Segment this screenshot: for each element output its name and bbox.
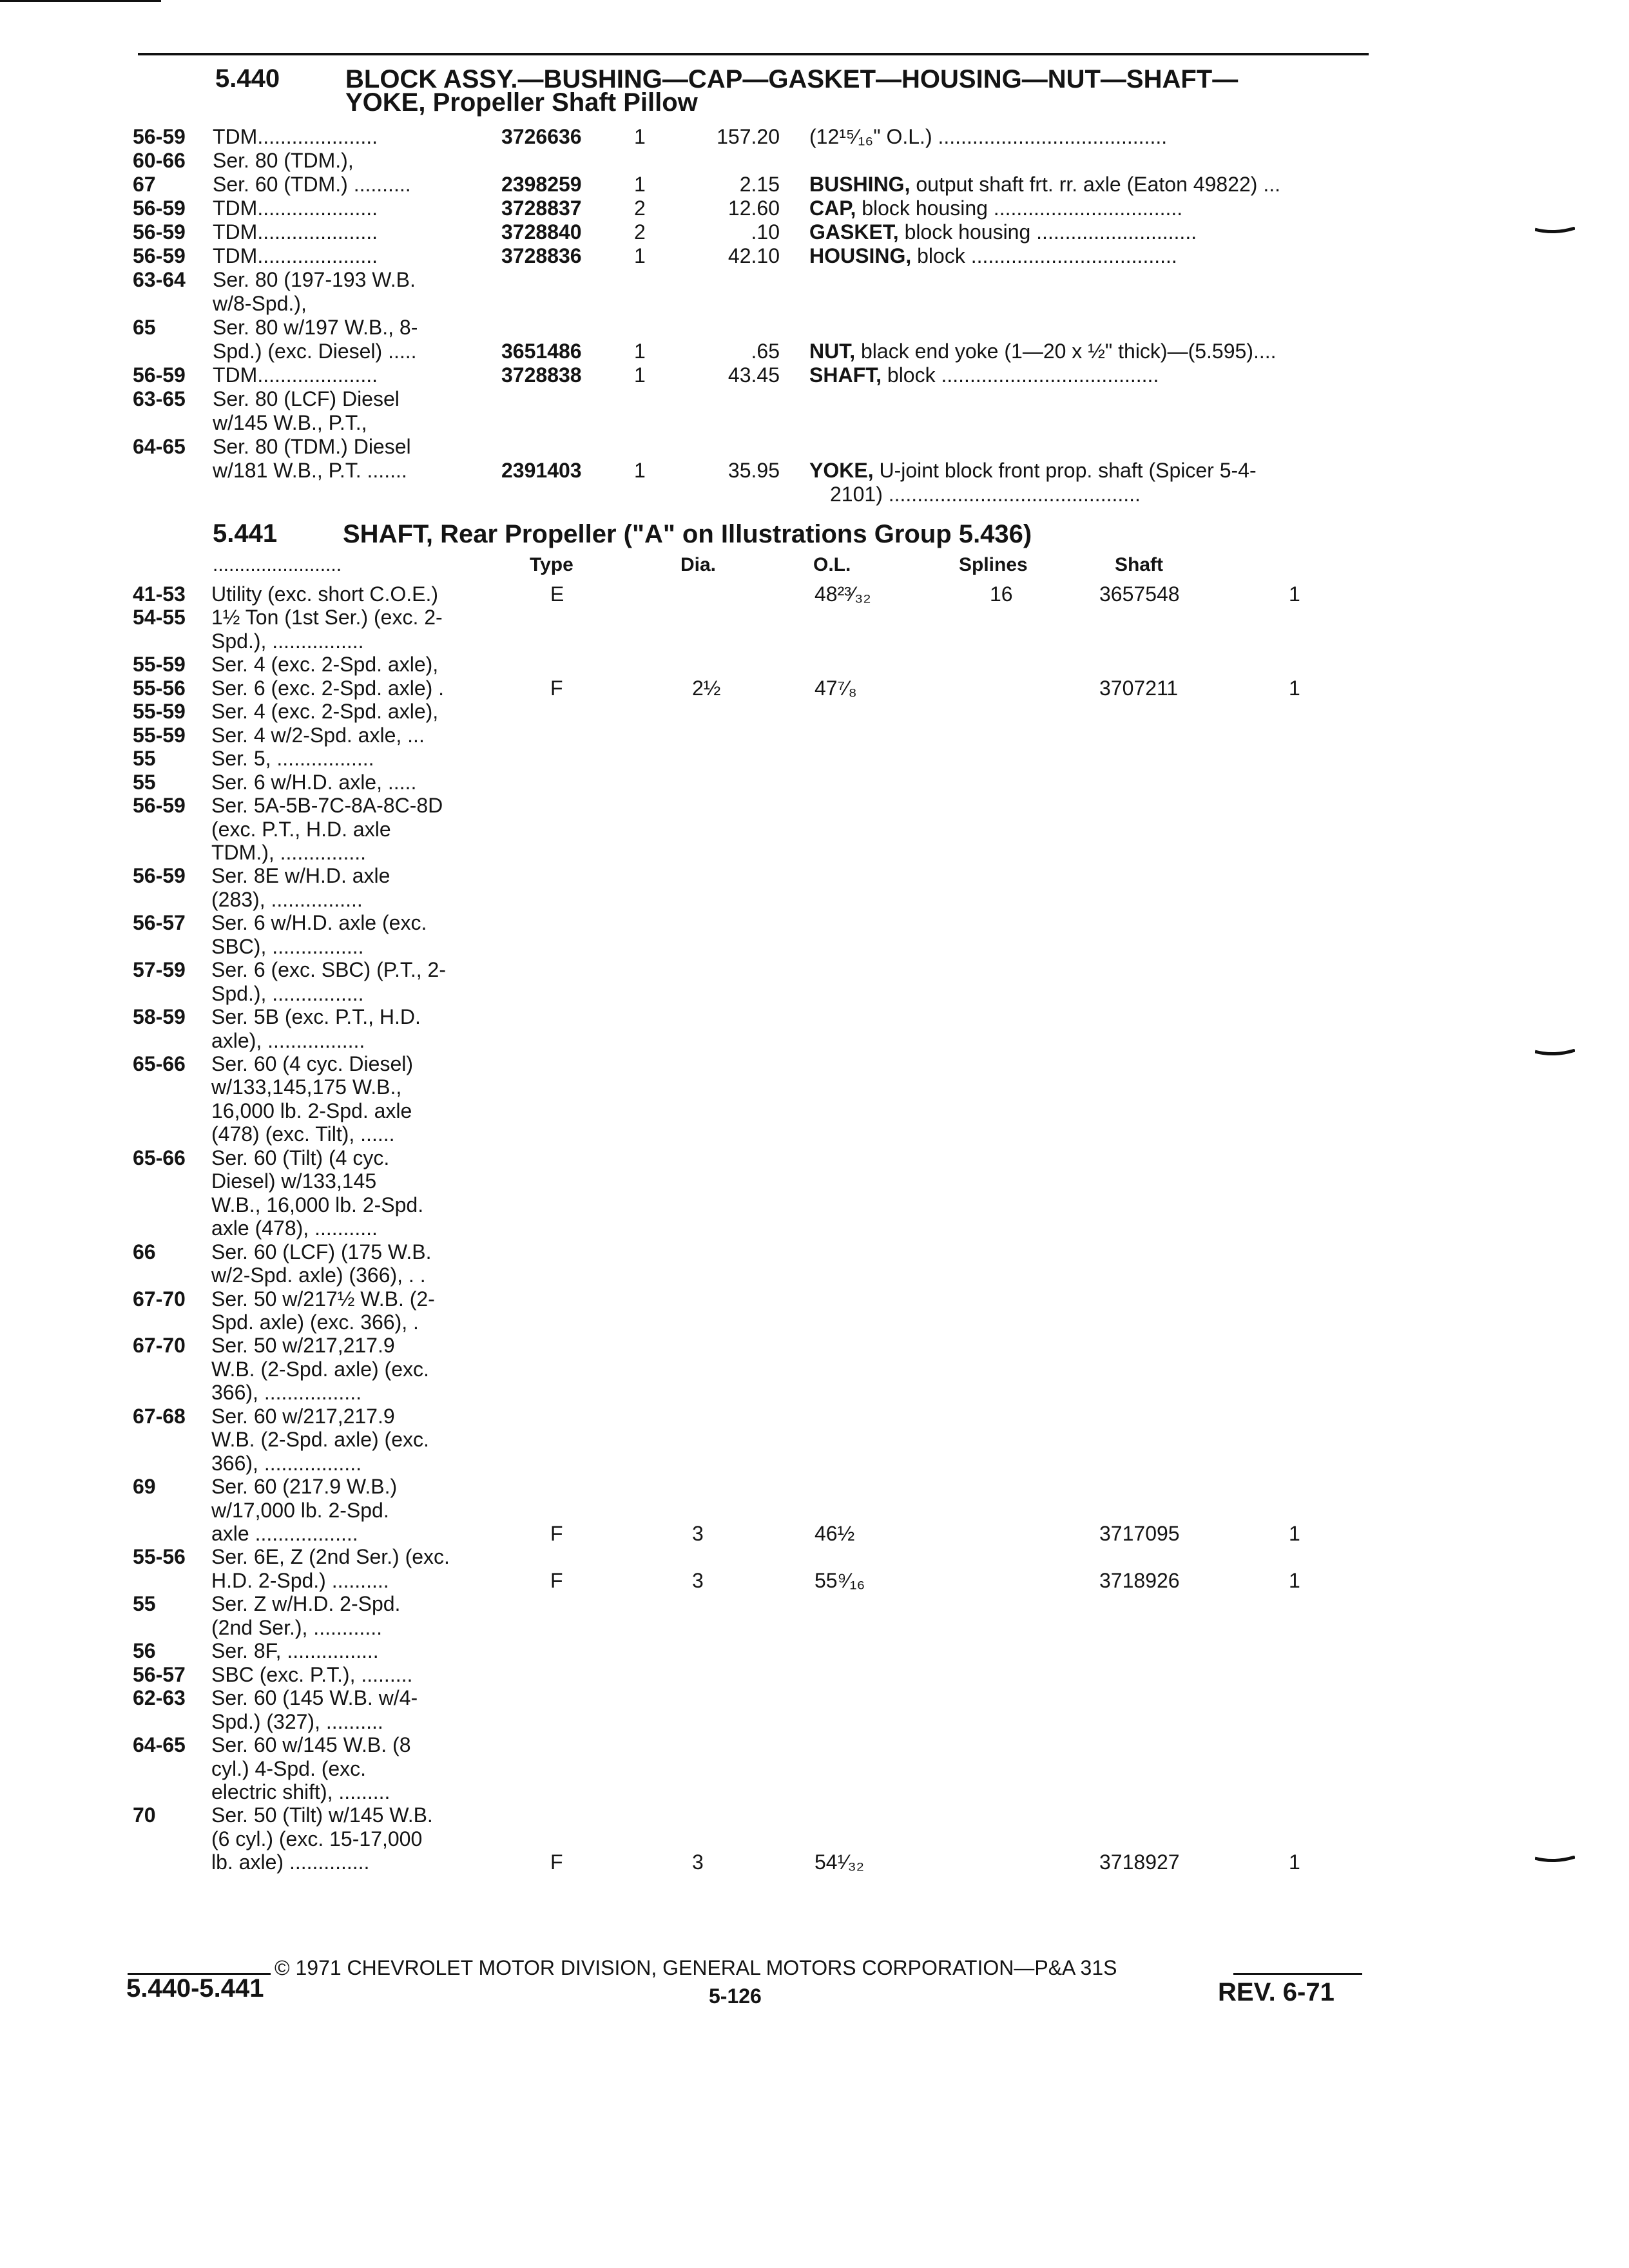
table-row xyxy=(0,1193,1629,1216)
table-row xyxy=(0,1029,1629,1052)
table-row xyxy=(0,677,1629,700)
item-text: U-joint block front prop. shaft (Spicer 5-4- xyxy=(873,459,1257,482)
item-name: BUSHING, xyxy=(809,173,911,196)
row-years: 41-53 xyxy=(133,582,186,606)
row-item-description xyxy=(809,363,1159,387)
table-row xyxy=(0,1452,1629,1475)
row-quantity: 2 xyxy=(634,197,646,220)
row-description: Ser. 8E w/H.D. axle xyxy=(211,864,390,887)
row-item-description xyxy=(809,459,1257,482)
section-title-line2: YOKE, Propeller Shaft Pillow xyxy=(345,88,698,117)
row-description: Ser. 60 (4 cyc. Diesel) xyxy=(211,1052,413,1075)
row-quantity: 1 xyxy=(634,363,646,387)
row-type: F xyxy=(550,1850,563,1874)
row-description: w/133,145,175 W.B., xyxy=(211,1075,402,1099)
row-description: Ser. Z w/H.D. 2-Spd. xyxy=(211,1592,401,1615)
item-text: black end yoke (1—20 x ½" thick)—(5.595).... xyxy=(855,340,1277,363)
table-row xyxy=(0,1686,1629,1709)
row-shaft-part: 3707211 xyxy=(1099,677,1179,700)
row-description: 366), ................. xyxy=(211,1452,361,1475)
table-row xyxy=(0,435,1629,458)
row-description: axle), ................. xyxy=(211,1029,365,1052)
row-description: Ser. 6 w/H.D. axle, ..... xyxy=(211,771,417,794)
header-rule xyxy=(138,53,1369,55)
table-row xyxy=(0,771,1629,794)
table-row xyxy=(0,794,1629,817)
table-row xyxy=(0,1075,1629,1099)
row-description: Utility (exc. short C.O.E.) xyxy=(211,582,439,606)
table-row xyxy=(0,1475,1629,1498)
item-name: HOUSING, xyxy=(809,244,912,267)
row-description: TDM..................... xyxy=(213,244,378,267)
margin-mark xyxy=(1535,1856,1575,1863)
item-name: GASKET, xyxy=(809,220,899,244)
row-description: Ser. 4 (exc. 2-Spd. axle), xyxy=(211,653,439,676)
row-description: lb. axle) .............. xyxy=(211,1850,370,1874)
row-years: 55-59 xyxy=(133,724,186,747)
row-description: Ser. 80 (TDM.) Diesel xyxy=(213,435,411,458)
row-description: cyl.) 4-Spd. (exc. xyxy=(211,1757,367,1780)
table-row xyxy=(0,387,1629,410)
row-description: Ser. 80 (LCF) Diesel xyxy=(213,387,400,410)
row-description: Ser. 60 (TDM.) .......... xyxy=(213,173,411,196)
table-row xyxy=(0,1827,1629,1850)
row-description: Ser. 6 (exc. 2-Spd. axle) . xyxy=(211,677,445,700)
table-row xyxy=(0,459,1629,482)
row-description: Diesel) w/133,145 xyxy=(211,1169,377,1193)
row-description: electric shift), ......... xyxy=(211,1780,390,1803)
footer-rule-right xyxy=(1233,1973,1362,1975)
row-years: 65-66 xyxy=(133,1146,186,1169)
row-price: 12.60 xyxy=(728,197,780,220)
row-years: 67 xyxy=(133,173,156,196)
table-row xyxy=(0,340,1629,363)
row-description: (283), ................ xyxy=(211,888,363,911)
row-description: 1½ Ton (1st Ser.) (exc. 2- xyxy=(211,606,443,629)
column-header-shaft: Shaft xyxy=(1115,554,1163,575)
row-description: W.B., 16,000 lb. 2-Spd. xyxy=(211,1193,424,1216)
row-years: 55-59 xyxy=(133,700,186,723)
table-row xyxy=(0,1616,1629,1639)
row-description: SBC), ................ xyxy=(211,935,364,958)
row-part-number: 2398259 xyxy=(501,173,582,196)
table-row xyxy=(0,1287,1629,1311)
column-header-dia: Dia. xyxy=(680,554,717,575)
item-text: output shaft frt. rr. axle (Eaton 49822) ... xyxy=(910,173,1280,196)
row-part-number: 2391403 xyxy=(501,459,582,482)
row-description: w/181 W.B., P.T. ....... xyxy=(213,459,407,482)
top-left-rule xyxy=(0,0,161,2)
row-description: Ser. 50 w/217½ W.B. (2- xyxy=(211,1287,435,1311)
row-part-number: 3728838 xyxy=(501,363,582,387)
table-row xyxy=(0,700,1629,723)
row-quantity: 1 xyxy=(1289,1850,1300,1874)
table-row xyxy=(0,818,1629,841)
row-description: (2nd Ser.), ............ xyxy=(211,1616,382,1639)
item-name: YOKE, xyxy=(809,459,874,482)
row-part-number: 3728837 xyxy=(501,197,582,220)
item-name: SHAFT, xyxy=(809,363,882,387)
row-description: Ser. 50 w/217,217.9 xyxy=(211,1334,395,1357)
row-description: TDM..................... xyxy=(213,363,378,387)
table-row xyxy=(0,1169,1629,1193)
table-row xyxy=(0,173,1629,196)
section-number: 5.440 xyxy=(215,64,280,93)
row-years: 55-56 xyxy=(133,677,186,700)
row-years: 56-59 xyxy=(133,220,186,244)
table-row xyxy=(0,582,1629,606)
row-shaft-part: 3657548 xyxy=(1099,582,1180,606)
item-text: block ...................................... xyxy=(882,363,1159,387)
row-quantity: 1 xyxy=(1289,1522,1300,1545)
table-row xyxy=(0,1122,1629,1146)
table-row xyxy=(0,888,1629,911)
row-description: W.B. (2-Spd. axle) (exc. xyxy=(211,1428,429,1451)
row-years: 67-70 xyxy=(133,1287,186,1311)
table-row xyxy=(0,292,1629,315)
row-description: Ser. 6E, Z (2nd Ser.) (exc. xyxy=(211,1545,450,1568)
table-row xyxy=(0,982,1629,1005)
row-description: Ser. 80 (TDM.), xyxy=(213,149,354,172)
table-row xyxy=(0,125,1629,148)
row-description: Ser. 5, ................. xyxy=(211,747,374,770)
row-years: 56-59 xyxy=(133,363,186,387)
column-header-dots: ........................ xyxy=(213,554,342,575)
table-row xyxy=(0,149,1629,172)
row-years: 55-56 xyxy=(133,1545,186,1568)
table-row xyxy=(0,629,1629,653)
row-years: 56-57 xyxy=(133,1663,186,1686)
table-row xyxy=(0,363,1629,387)
table-row xyxy=(0,1569,1629,1592)
row-description: W.B. (2-Spd. axle) (exc. xyxy=(211,1358,429,1381)
table-row xyxy=(0,1146,1629,1169)
row-item-description xyxy=(830,483,1141,506)
table-row xyxy=(0,1311,1629,1334)
table-row xyxy=(0,1710,1629,1733)
row-years: 66 xyxy=(133,1240,156,1264)
row-quantity: 1 xyxy=(1289,677,1300,700)
row-quantity: 1 xyxy=(634,173,646,196)
row-item-description xyxy=(809,173,1280,196)
column-header-splines: Splines xyxy=(959,554,1028,575)
row-quantity: 1 xyxy=(634,459,646,482)
table-row xyxy=(0,244,1629,267)
table-row xyxy=(0,1733,1629,1756)
table-row xyxy=(0,1005,1629,1028)
row-years: 62-63 xyxy=(133,1686,186,1709)
row-years: 56-59 xyxy=(133,864,186,887)
row-years: 65-66 xyxy=(133,1052,186,1075)
row-description: Ser. 4 (exc. 2-Spd. axle), xyxy=(211,700,439,723)
row-description: Ser. 5B (exc. P.T., H.D. xyxy=(211,1005,421,1028)
row-description: Ser. 80 w/197 W.B., 8- xyxy=(213,316,418,339)
row-description: TDM..................... xyxy=(213,125,378,148)
row-description: axle (478), ........... xyxy=(211,1216,378,1240)
row-years: 56 xyxy=(133,1639,156,1662)
row-years: 55 xyxy=(133,771,156,794)
row-type: F xyxy=(550,1522,563,1545)
table-row xyxy=(0,1358,1629,1381)
item-name: NUT, xyxy=(809,340,856,363)
table-row xyxy=(0,1757,1629,1780)
footer-section-range: 5.440-5.441 xyxy=(126,1974,264,2003)
row-part-number: 3728836 xyxy=(501,244,582,267)
row-description: H.D. 2-Spd.) .......... xyxy=(211,1569,389,1592)
row-type: E xyxy=(550,582,564,606)
row-description: Ser. 60 w/145 W.B. (8 xyxy=(211,1733,411,1756)
row-price: 42.10 xyxy=(728,244,780,267)
row-item-description xyxy=(809,340,1277,363)
item-text: block housing ................................. xyxy=(856,197,1183,220)
row-years: 64-65 xyxy=(133,435,186,458)
row-description: Ser. 60 (LCF) (175 W.B. xyxy=(211,1240,432,1264)
row-years: 56-57 xyxy=(133,911,186,934)
row-quantity: 1 xyxy=(634,244,646,267)
row-type: F xyxy=(550,1569,563,1592)
margin-mark xyxy=(1535,227,1575,235)
row-description: Ser. 4 w/2-Spd. axle, ... xyxy=(211,724,425,747)
row-years: 54-55 xyxy=(133,606,186,629)
table-row xyxy=(0,1216,1629,1240)
table-row xyxy=(0,1663,1629,1686)
table-row xyxy=(0,935,1629,958)
row-overall-length: 54¹⁄₃₂ xyxy=(815,1850,865,1874)
row-years: 55 xyxy=(133,747,156,770)
row-years: 56-59 xyxy=(133,244,186,267)
row-description: Spd. axle) (exc. 366), . xyxy=(211,1311,419,1334)
row-description: SBC (exc. P.T.), ......... xyxy=(211,1663,413,1686)
row-description: 16,000 lb. 2-Spd. axle xyxy=(211,1099,412,1122)
row-years: 55-59 xyxy=(133,653,186,676)
table-row xyxy=(0,220,1629,244)
row-description: Ser. 60 (145 W.B. w/4- xyxy=(211,1686,418,1709)
row-description: Ser. 6 (exc. SBC) (P.T., 2- xyxy=(211,958,446,981)
table-row xyxy=(0,197,1629,220)
row-diameter: 2½ xyxy=(692,677,721,700)
table-row xyxy=(0,1381,1629,1404)
table-row xyxy=(0,841,1629,864)
row-years: 64-65 xyxy=(133,1733,186,1756)
row-price: .10 xyxy=(751,220,780,244)
row-part-number: 3726636 xyxy=(501,125,582,148)
table-row xyxy=(0,1099,1629,1122)
row-item-description xyxy=(809,244,1177,267)
table-row xyxy=(0,1428,1629,1451)
row-description: (6 cyl.) (exc. 15-17,000 xyxy=(211,1827,423,1850)
row-price: .65 xyxy=(751,340,780,363)
row-quantity: 1 xyxy=(634,125,646,148)
row-quantity: 1 xyxy=(634,340,646,363)
table-row xyxy=(0,1522,1629,1545)
row-description: 366), ................. xyxy=(211,1381,361,1404)
row-years: 65 xyxy=(133,316,156,339)
table-row xyxy=(0,483,1629,506)
section-title-line1: BLOCK ASSY.—BUSHING—CAP—GASKET—HOUSING—NUT—SHAFT— xyxy=(345,65,1239,93)
table-row xyxy=(0,1639,1629,1662)
column-header-ol: O.L. xyxy=(813,554,851,575)
table-row xyxy=(0,1264,1629,1287)
row-price: 157.20 xyxy=(717,125,780,148)
row-item-description xyxy=(809,197,1182,220)
row-years: 69 xyxy=(133,1475,156,1498)
table-row xyxy=(0,1592,1629,1615)
row-diameter: 3 xyxy=(692,1850,704,1874)
row-quantity: 1 xyxy=(1289,1569,1300,1592)
row-description: Ser. 60 (Tilt) (4 cyc. xyxy=(211,1146,390,1169)
row-item-description xyxy=(809,220,1197,244)
row-description: Spd.), ................ xyxy=(211,629,364,653)
footer-copyright: © 1971 CHEVROLET MOTOR DIVISION, GENERAL MOTORS CORPORATION—P&A 31S xyxy=(275,1956,1117,1979)
row-years: 63-65 xyxy=(133,387,186,410)
item-text: 2101) ............................................ xyxy=(830,483,1141,506)
row-years: 56-59 xyxy=(133,125,186,148)
row-part-number: 3651486 xyxy=(501,340,582,363)
row-price: 43.45 xyxy=(728,363,780,387)
row-description: (exc. P.T., H.D. axle xyxy=(211,818,391,841)
table-row xyxy=(0,958,1629,981)
row-diameter: 3 xyxy=(692,1569,704,1592)
row-shaft-part: 3718927 xyxy=(1099,1850,1180,1874)
table-row xyxy=(0,1803,1629,1827)
row-overall-length: 48²³⁄₃₂ xyxy=(815,582,871,606)
row-years: 56-59 xyxy=(133,197,186,220)
row-shaft-part: 3718926 xyxy=(1099,1569,1180,1592)
row-quantity: 1 xyxy=(1289,582,1300,606)
table-row xyxy=(0,1334,1629,1357)
row-description: Spd.) (327), .......... xyxy=(211,1710,383,1733)
row-description: Ser. 5A-5B-7C-8A-8C-8D xyxy=(211,794,443,817)
row-years: 63-64 xyxy=(133,268,186,291)
row-description: w/17,000 lb. 2-Spd. xyxy=(211,1499,389,1522)
row-years: 56-59 xyxy=(133,794,186,817)
row-description: Spd.) (exc. Diesel) ..... xyxy=(213,340,417,363)
row-years: 67-68 xyxy=(133,1405,186,1428)
row-price: 2.15 xyxy=(739,173,780,196)
table-row xyxy=(0,1545,1629,1568)
table-row xyxy=(0,1499,1629,1522)
row-description: Spd.), ................ xyxy=(211,982,364,1005)
table-row xyxy=(0,864,1629,887)
row-diameter: 3 xyxy=(692,1522,704,1545)
row-years: 70 xyxy=(133,1803,156,1827)
table-row xyxy=(0,1405,1629,1428)
row-years: 58-59 xyxy=(133,1005,186,1028)
row-description: Ser. 6 w/H.D. axle (exc. xyxy=(211,911,427,934)
table-row xyxy=(0,1850,1629,1874)
row-shaft-part: 3717095 xyxy=(1099,1522,1180,1545)
item-name: CAP, xyxy=(809,197,856,220)
table-row xyxy=(0,606,1629,629)
row-description: TDM..................... xyxy=(213,220,378,244)
row-part-number: 3728840 xyxy=(501,220,582,244)
row-years: 57-59 xyxy=(133,958,186,981)
row-type: F xyxy=(550,677,563,700)
item-text: block .................................... xyxy=(911,244,1177,267)
row-overall-length: 55⁹⁄₁₆ xyxy=(815,1569,865,1592)
row-description: Ser. 8F, ................ xyxy=(211,1639,379,1662)
table-row xyxy=(0,747,1629,770)
row-overall-length: 47⁷⁄₈ xyxy=(815,677,857,700)
column-header-type: Type xyxy=(530,554,574,575)
table-row xyxy=(0,1240,1629,1264)
row-price: 35.95 xyxy=(728,459,780,482)
footer-page-number: 5-126 xyxy=(709,1984,762,2008)
row-description: w/2-Spd. axle) (366), . . xyxy=(211,1264,426,1287)
table-row xyxy=(0,1780,1629,1803)
row-description: Ser. 60 w/217,217.9 xyxy=(211,1405,395,1428)
row-description: axle .................. xyxy=(211,1522,358,1545)
row-description: (478) (exc. Tilt), ...... xyxy=(211,1122,395,1146)
item-text: block housing ............................ xyxy=(898,220,1197,244)
footer-revision: REV. 6-71 xyxy=(1218,1978,1335,2006)
section-title: SHAFT, Rear Propeller ("A" on Illustrations Group 5.436) xyxy=(343,520,1032,548)
item-text: (12¹⁵⁄₁₆" O.L.) ........................................ xyxy=(809,125,1168,148)
margin-mark xyxy=(1535,1049,1575,1057)
row-years: 67-70 xyxy=(133,1334,186,1357)
table-row xyxy=(0,316,1629,339)
table-row xyxy=(0,911,1629,934)
row-splines: 16 xyxy=(990,582,1013,606)
row-overall-length: 46½ xyxy=(815,1522,855,1545)
row-years: 60-66 xyxy=(133,149,186,172)
row-description: Ser. 60 (217.9 W.B.) xyxy=(211,1475,398,1498)
table-row xyxy=(0,653,1629,676)
table-row xyxy=(0,724,1629,747)
row-description: Ser. 80 (197-193 W.B. xyxy=(213,268,416,291)
row-description: w/145 W.B., P.T., xyxy=(213,411,367,434)
table-row xyxy=(0,411,1629,434)
row-description: TDM.), ............... xyxy=(211,841,366,864)
row-description: w/8-Spd.), xyxy=(213,292,307,315)
table-row xyxy=(0,1052,1629,1075)
section-number: 5.441 xyxy=(213,519,278,548)
row-description: TDM..................... xyxy=(213,197,378,220)
table-row xyxy=(0,268,1629,291)
row-quantity: 2 xyxy=(634,220,646,244)
row-years: 55 xyxy=(133,1592,156,1615)
row-item-description xyxy=(809,125,1167,148)
row-description: Ser. 50 (Tilt) w/145 W.B. xyxy=(211,1803,433,1827)
